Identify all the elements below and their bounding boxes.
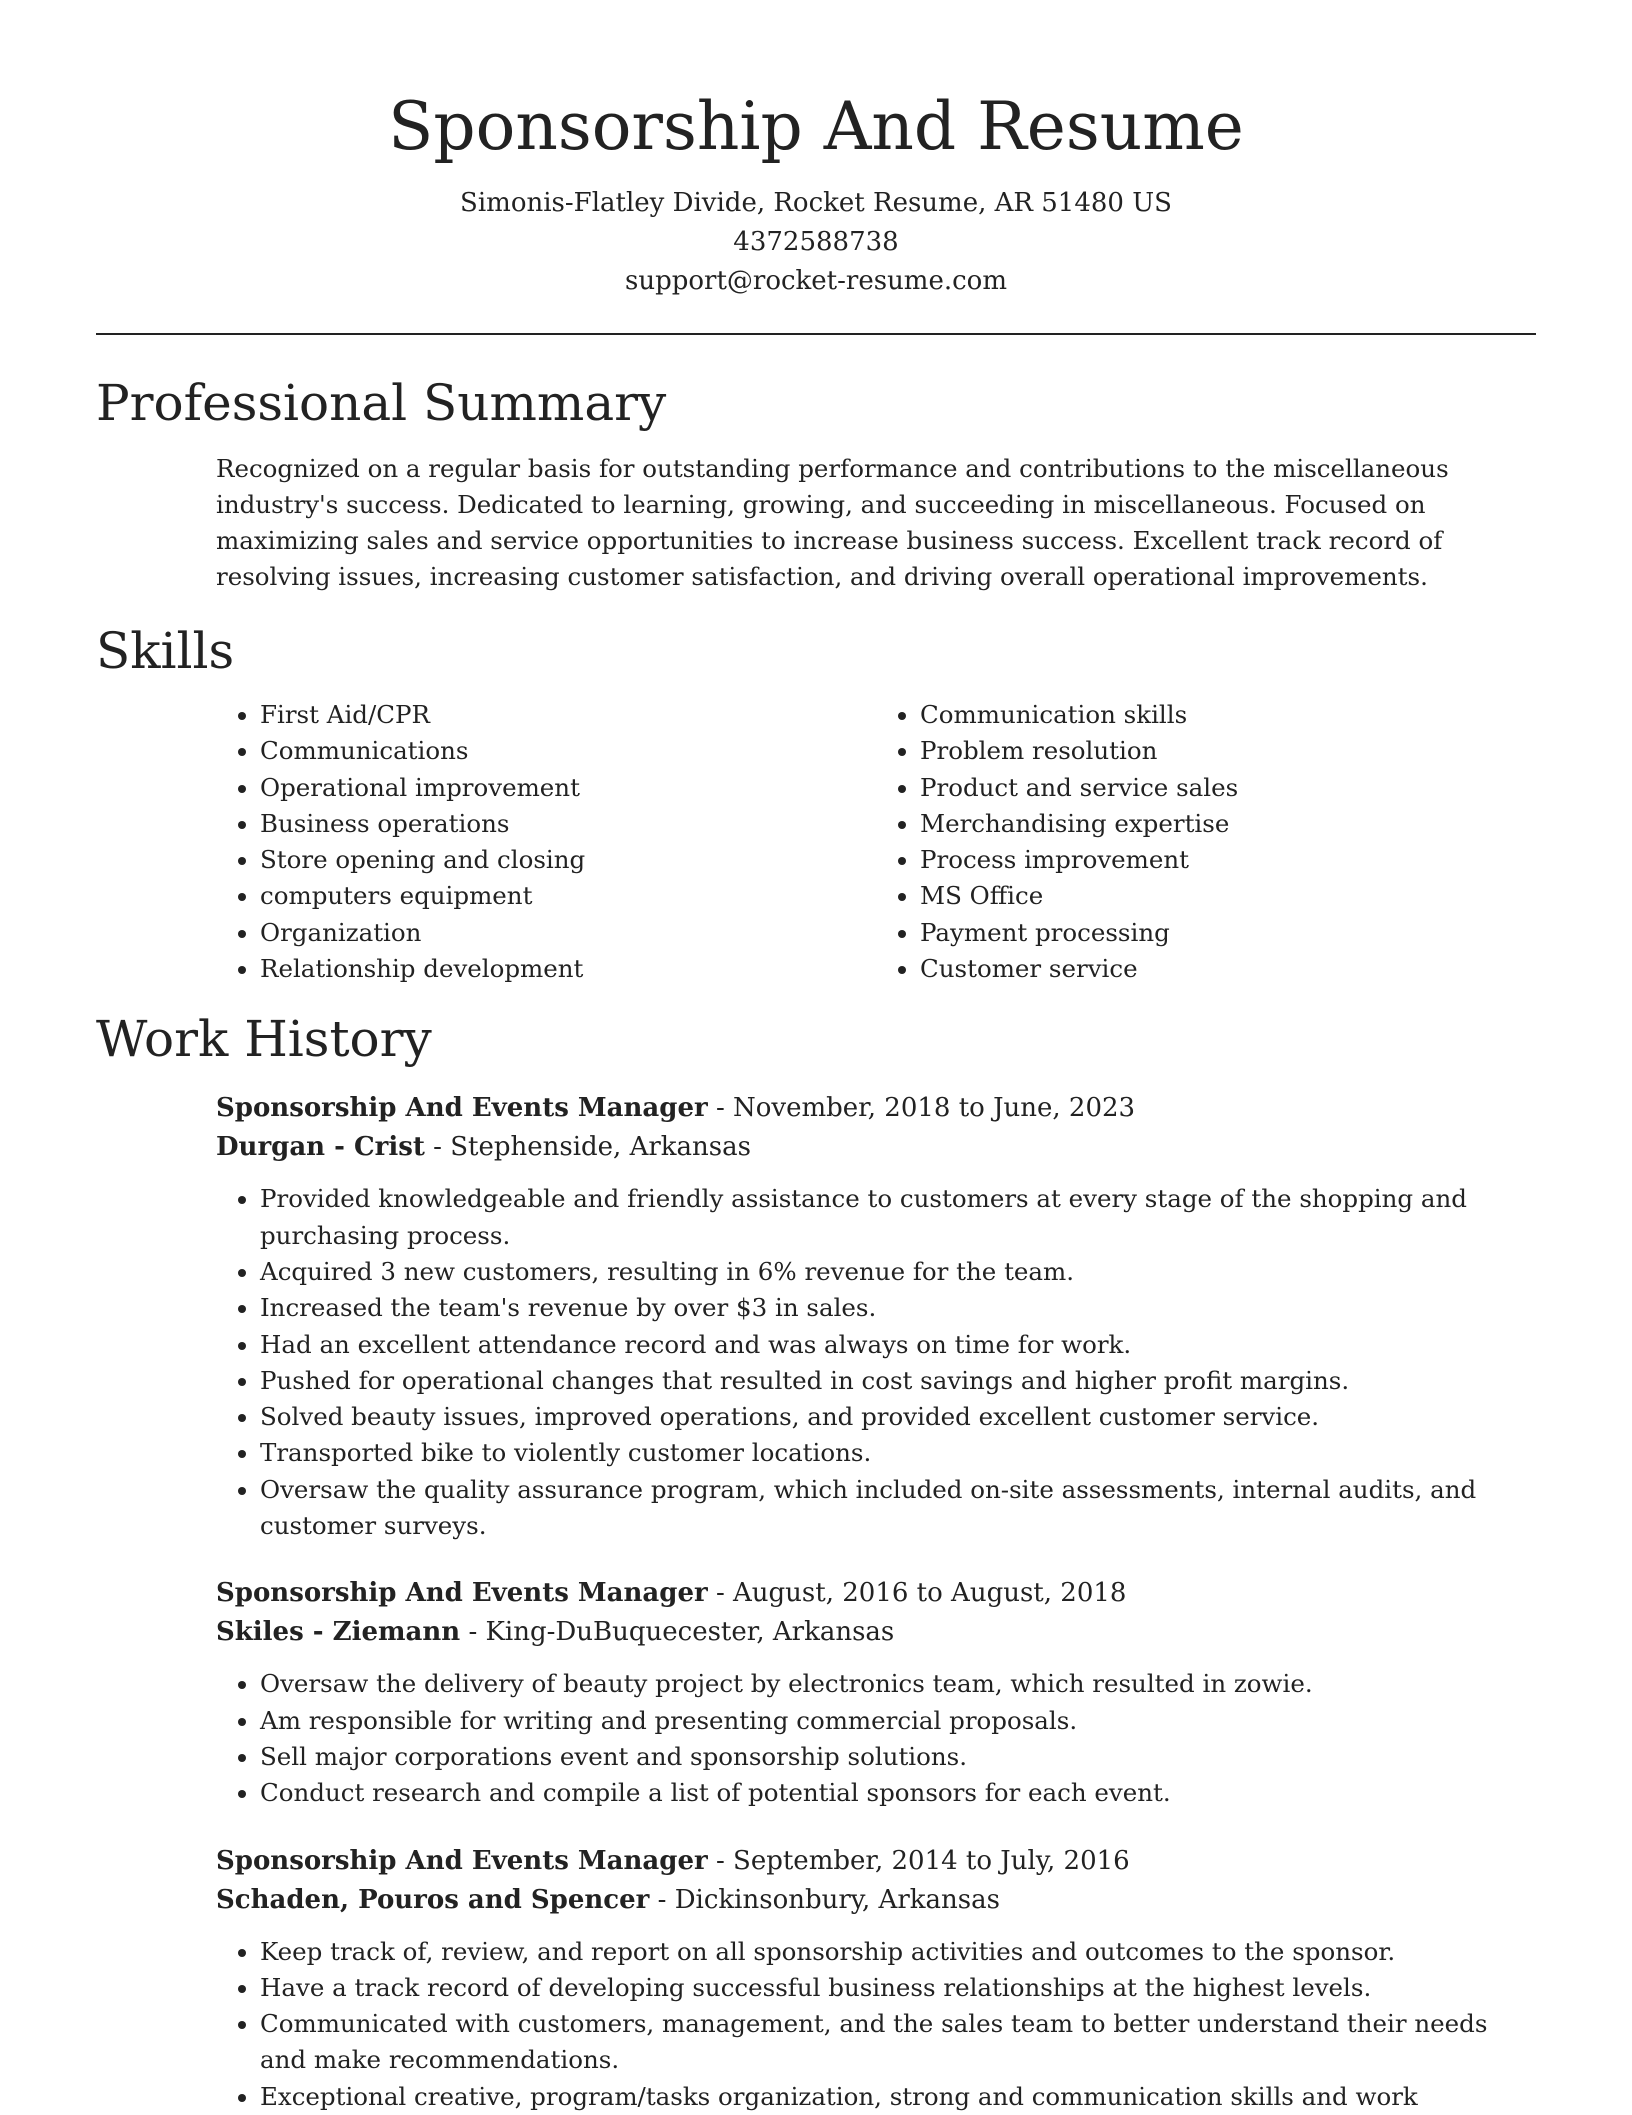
summary-heading: Professional Summary bbox=[96, 374, 667, 432]
job-bullet: • Increased the team's revenue by over $3 in sales. bbox=[260, 1290, 1536, 1326]
work-history-heading: Work History bbox=[96, 1010, 432, 1069]
skill-item: • computers equipment bbox=[260, 878, 876, 914]
job-title-line bbox=[216, 1574, 1536, 1613]
skills-heading: Skills bbox=[96, 622, 235, 680]
job-company-line bbox=[216, 1881, 1536, 1920]
job-bullet: • Provided knowledgeable and friendly assistance to customers at every stage of the shopping and purchasing process. bbox=[260, 1181, 1536, 1254]
contact-email: support@rocket-resume.com bbox=[624, 266, 1007, 296]
skill-item: • Communications bbox=[260, 733, 876, 769]
job-bullets bbox=[216, 1181, 1536, 1544]
job-bullets bbox=[216, 1934, 1536, 2115]
job-title-line bbox=[216, 1842, 1536, 1881]
job-location: - Stephenside, Arkansas bbox=[424, 1132, 751, 1163]
skill-item: • Problem resolution bbox=[920, 733, 1536, 769]
skill-item: • Product and service sales bbox=[920, 770, 1536, 806]
skill-item: • Customer service bbox=[920, 951, 1536, 987]
summary-text: Recognized on a regular basis for outstanding performance and contributions to the miscellaneous industry's success. Dedicated to learning, growing, and succeeding in miscellaneous. Focused on maximizing sales and service opportunities to increase business success. Excellent track record of resolving issues, increasing customer satisfaction, and driving overall operational improvements. bbox=[216, 454, 1449, 591]
job-entry bbox=[216, 1574, 1536, 1811]
job-bullet: • Pushed for operational changes that resulted in cost savings and higher profit margins. bbox=[260, 1363, 1536, 1399]
job-dates: - August, 2016 to August, 2018 bbox=[707, 1578, 1127, 1609]
job-bullet: • Solved beauty issues, improved operations, and provided excellent customer service. bbox=[260, 1399, 1536, 1435]
skill-item: • Store opening and closing bbox=[260, 842, 876, 878]
job-company: Durgan - Crist bbox=[216, 1132, 425, 1163]
job-title-line bbox=[216, 1089, 1536, 1128]
skill-item: • MS Office bbox=[920, 878, 1536, 914]
skill-item: • First Aid/CPR bbox=[260, 697, 876, 733]
job-company-line bbox=[216, 1613, 1536, 1652]
job-dates: - November, 2018 to June, 2023 bbox=[707, 1093, 1136, 1124]
job-bullet: • Communicated with customers, management, and the sales team to better understand their needs and make recommendations. bbox=[260, 2006, 1536, 2079]
job-bullet: • Exceptional creative, program/tasks organization, strong and communication skills and work bbox=[260, 2079, 1536, 2115]
job-bullet: • Had an excellent attendance record and was always on time for work. bbox=[260, 1327, 1536, 1363]
job-company: Skiles - Ziemann bbox=[216, 1617, 461, 1648]
skills-list bbox=[216, 697, 1536, 987]
job-location: - King-DuBuquecester, Arkansas bbox=[460, 1617, 895, 1648]
skill-item: • Process improvement bbox=[920, 842, 1536, 878]
skill-item: • Communication skills bbox=[920, 697, 1536, 733]
job-location: - Dickinsonbury, Arkansas bbox=[649, 1884, 1000, 1915]
job-role: Sponsorship And Events Manager bbox=[216, 1578, 708, 1609]
header-divider bbox=[96, 333, 1536, 335]
job-bullet: • Oversaw the delivery of beauty project by electronics team, which resulted in zowie. bbox=[260, 1666, 1536, 1702]
job-bullet: • Conduct research and compile a list of potential sponsors for each event. bbox=[260, 1775, 1536, 1811]
contact-phone: 4372588738 bbox=[733, 227, 899, 257]
job-bullet: • Keep track of, review, and report on all sponsorship activities and outcomes to the sponsor. bbox=[260, 1934, 1536, 1970]
job-role: Sponsorship And Events Manager bbox=[216, 1845, 708, 1876]
job-bullet: • Oversaw the quality assurance program, which included on-site assessments, internal audits, and customer surveys. bbox=[260, 1472, 1536, 1545]
job-bullet: • Acquired 3 new customers, resulting in 6% revenue for the team. bbox=[260, 1254, 1536, 1290]
job-bullet: • Sell major corporations event and sponsorship solutions. bbox=[260, 1739, 1536, 1775]
skills-column-right bbox=[876, 697, 1536, 987]
contact-address: Simonis-Flatley Divide, Rocket Resume, AR 51480 US bbox=[460, 188, 1172, 218]
skill-item: • Merchandising expertise bbox=[920, 806, 1536, 842]
job-bullet: • Have a track record of developing successful business relationships at the highest levels. bbox=[260, 1970, 1536, 2006]
job-bullet: • Transported bike to violently customer locations. bbox=[260, 1435, 1536, 1471]
skill-item: • Operational improvement bbox=[260, 770, 876, 806]
job-entry bbox=[216, 1842, 1536, 2115]
job-bullet: • Am responsible for writing and presenting commercial proposals. bbox=[260, 1703, 1536, 1739]
skills-column-left bbox=[216, 697, 876, 987]
job-company-line bbox=[216, 1128, 1536, 1167]
skill-item: • Organization bbox=[260, 915, 876, 951]
skill-item: • Business operations bbox=[260, 806, 876, 842]
contact-block bbox=[96, 184, 1536, 301]
job-company: Schaden, Pouros and Spencer bbox=[216, 1884, 650, 1915]
job-bullets bbox=[216, 1666, 1536, 1811]
job-role: Sponsorship And Events Manager bbox=[216, 1093, 708, 1124]
resume-name: Sponsorship And Resume bbox=[388, 88, 1244, 165]
job-dates: - September, 2014 to July, 2016 bbox=[707, 1845, 1130, 1876]
job-entry bbox=[216, 1089, 1536, 1544]
skill-item: • Relationship development bbox=[260, 951, 876, 987]
skill-item: • Payment processing bbox=[920, 915, 1536, 951]
